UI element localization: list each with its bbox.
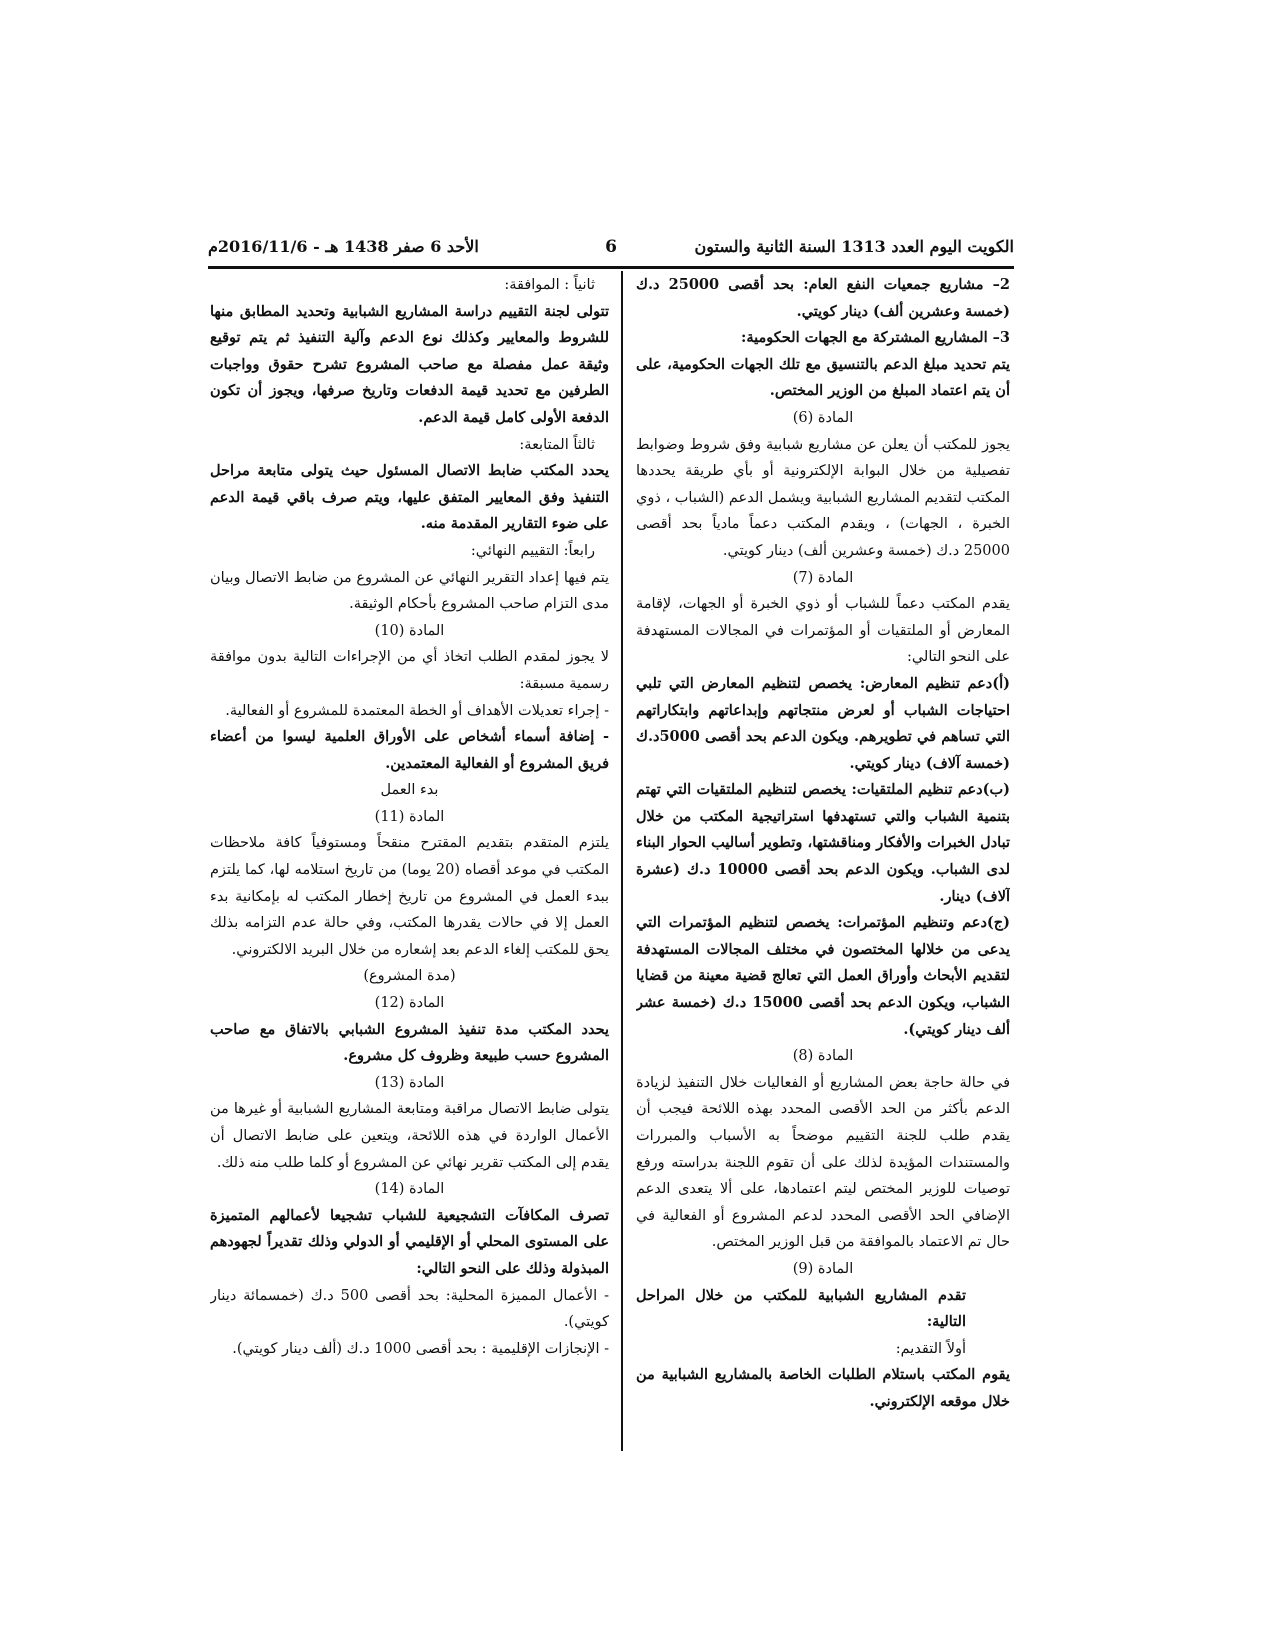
section-heading: ثانياً : الموافقة: — [504, 277, 595, 293]
header-rule — [208, 266, 1014, 269]
paragraph: يجوز للمكتب أن يعلن عن مشاريع شبابية وفق شروط وضوابط تفصيلية من خلال البوابة الإلكترونية أو بأي طريقة يحددها المكتب لتقديم المشاريع الشبابية ويشمل الدعم (الشباب ، ذوي الخبرة ، الجهات) ، ويقدم المكتب دعماً مادياً بحد أقصى 25000 د.ك (خمسة وعشرين ألف) دينار كويتي. — [636, 436, 1010, 559]
left-column — [210, 272, 609, 1447]
paragraph: 2– مشاريع جمعيات النفع العام: بحد أقصى 25000 د.ك (خمسة وعشرين ألف) دينار كويتي. — [636, 276, 1010, 320]
article-heading: المادة (13) — [374, 1074, 445, 1091]
paragraph: يلتزم المتقدم بتقديم المقترح منقحاً ومستوفياً كافة ملاحظات المكتب في موعد أقصاه (20 يوما) من تاريخ استلامه لها، كما يلتزم ببدء العمل في المشروع من تاريخ إخطار المكتب له بإمكانية بدء العمل إلا في حالات يقدرها المكتب، وفي حالة عدم التزامه بذلك يحق للمكتب إلغاء الدعم بعد إشعاره من خلال البريد الالكتروني. — [210, 835, 609, 958]
paragraph: يتولى ضابط الاتصال مراقبة ومتابعة المشاريع الشبابية أو غيرها من الأعمال الواردة في هذه اللائحة، ويتعين على ضابط الاتصال أن يقدم إلى المكتب تقرير نهائي عن المشروع أو كلما طلب منه ذلك. — [210, 1101, 609, 1171]
paragraph: يتم تحديد مبلغ الدعم بالتنسيق مع تلك الجهات الحكومية، على أن يتم اعتماد المبلغ من الوزير المختص. — [636, 355, 1010, 400]
paragraph: 3– المشاريع المشتركة مع الجهات الحكومية: — [741, 329, 1010, 347]
paragraph: يقدم المكتب دعماً للشباب أو ذوي الخبرة أو الجهات، لإقامة المعارض أو الملتقيات أو المؤتمرات في المجالات المستهدفة على النحو التالي: — [636, 596, 1010, 666]
page-header — [208, 232, 1014, 262]
paragraph: يقوم المكتب باستلام الطلبات الخاصة بالمشاريع الشبابية من خلال موقعه الإلكتروني. — [636, 1366, 1010, 1410]
paragraph: في حالة حاجة بعض المشاريع أو الفعاليات خلال التنفيذ لزيادة الدعم بأكثر من الحد الأقصى المحدد بهذه اللائحة فيجب أن يقدم طلب للجنة التقييم موضحاً به الأسباب والمبررات والمستندات المؤيدة لذلك على أن تقوم اللجنة بدراسته ورفع توصيات للوزير المختص ليتم اعتمادها، على ألا يتعدى الدعم الإضافي الحد الأقصى المحدد لدعم المشروع أو الفعالية في حال تم الاعتماد بالموافقة من قبل الوزير المختص. — [636, 1074, 1010, 1251]
list-item: - الإنجازات الإقليمية : بحد أقصى 1000 د.ك (ألف دينار كويتي). — [232, 1340, 609, 1357]
list-item: - إجراء تعديلات الأهداف أو الخطة المعتمدة للمشروع أو الفعالية. — [225, 702, 609, 719]
right-column — [636, 272, 1010, 1432]
paragraph: تقدم المشاريع الشبابية للمكتب من خلال المراحل التالية: — [636, 1286, 966, 1331]
article-heading: المادة (12) — [374, 995, 445, 1012]
article-heading: المادة (10) — [374, 622, 445, 639]
section-heading: بدء العمل — [380, 782, 439, 799]
page-number: 6 — [605, 237, 617, 257]
paragraph: تصرف المكافآت التشجيعية للشباب تشجيعا لأعمالهم المتميزة على المستوى المحلي أو الإقليمي أو الدولي وذلك تقديراً لجهودهم المبذولة وذلك على النحو التالي: — [210, 1206, 609, 1277]
list-item: - الأعمال المميزة المحلية: بحد أقصى 500 د.ك (خمسمائة دينار كويتي). — [210, 1287, 609, 1331]
column-divider — [621, 271, 623, 1451]
article-heading: المادة (11) — [374, 808, 445, 825]
section-heading: (مدة المشروع) — [363, 968, 456, 985]
paragraph: تتولى لجنة التقييم دراسة المشاريع الشبابية وتحديد المطابق منها للشروط والمعايير وكذلك نوع الدعم وآلية التنفيذ ثم يتم توقيع وثيقة عمل مفصلة مع صاحب المشروع تشرح حقوق وواجبات الطرفين مع تحديد قيمة الدفعات وتاريخ صرفها، ويجوز أن تكون الدفعة الأولى كامل قيمة الدعم. — [210, 302, 609, 426]
article-heading: المادة (9) — [792, 1260, 854, 1277]
article-heading: المادة (14) — [374, 1181, 445, 1198]
section-heading: رابعاً: التقييم النهائي: — [470, 542, 595, 559]
paragraph: أولاً التقديم: — [895, 1340, 966, 1357]
paragraph: يتم فيها إعداد التقرير النهائي عن المشروع من ضابط الاتصال وبيان مدى التزام صاحب المشروع بأحكام الوثيقة. — [210, 569, 609, 613]
paragraph: يحدد المكتب ضابط الاتصال المسئول حيث يتولى متابعة مراحل التنفيذ وفق المعايير المتفق عليها، ويتم صرف باقي قيمة الدعم على ضوء التقارير المقدمة منه. — [210, 462, 609, 533]
article-heading: المادة (6) — [792, 409, 854, 426]
paragraph: (أ)دعم تنظيم المعارض: يخصص لتنظيم المعارض التي تلبي احتياجات الشباب أو لعرض منتجاتهم وإبداعاتهم وابتكاراتهم التي تساهم في تطويرهم. ويكون الدعم بحد أقصى 5000د.ك (خمسة آلاف) دينار كويتي. — [636, 674, 1010, 772]
paragraph: (ج)دعم وتنظيم المؤتمرات: يخصص لتنظيم المؤتمرات التي يدعى من خلالها المختصون في مختلف المجالات المستهدفة لتقديم الأبحاث وأوراق العمل التي تعالج قضية معينة من قضايا الشباب، ويكون الدعم بحد أقصى 15000 د.ك (خمسة عشر ألف دينار كويتي). — [636, 914, 1010, 1038]
header-publication-info: الكويت اليوم العدد 1313 السنة الثانية والستون — [694, 237, 1014, 256]
article-heading: المادة (7) — [792, 569, 854, 586]
article-heading: المادة (8) — [792, 1048, 854, 1065]
section-heading: ثالثاً المتابعة: — [519, 436, 595, 453]
paragraph: لا يجوز لمقدم الطلب اتخاذ أي من الإجراءات التالية بدون موافقة رسمية مسبقة: — [210, 649, 609, 692]
paragraph: (ب)دعم تنظيم الملتقيات: يخصص لتنظيم الملتقيات التي تهتم بتنمية الشباب والتي تستهدفها استراتيجية المكتب من خلال تبادل الخبرات والأفكار ومناقشتها، وتطوير أساليب الحوار البناء لدى الشباب. ويكون الدعم بحد أقصى 10000 د.ك (عشرة آلاف) دينار. — [636, 781, 1010, 905]
header-date: الأحد 6 صفر 1438 هـ - 2016/11/6م — [208, 237, 479, 256]
list-item: - إضافة أسماء أشخاص على الأوراق العلمية ليسوا من أعضاء فريق المشروع أو الفعالية المعتمدين. — [210, 728, 609, 772]
paragraph: يحدد المكتب مدة تنفيذ المشروع الشبابي بالاتفاق مع صاحب المشروع حسب طبيعة وظروف كل مشروع. — [210, 1020, 609, 1065]
